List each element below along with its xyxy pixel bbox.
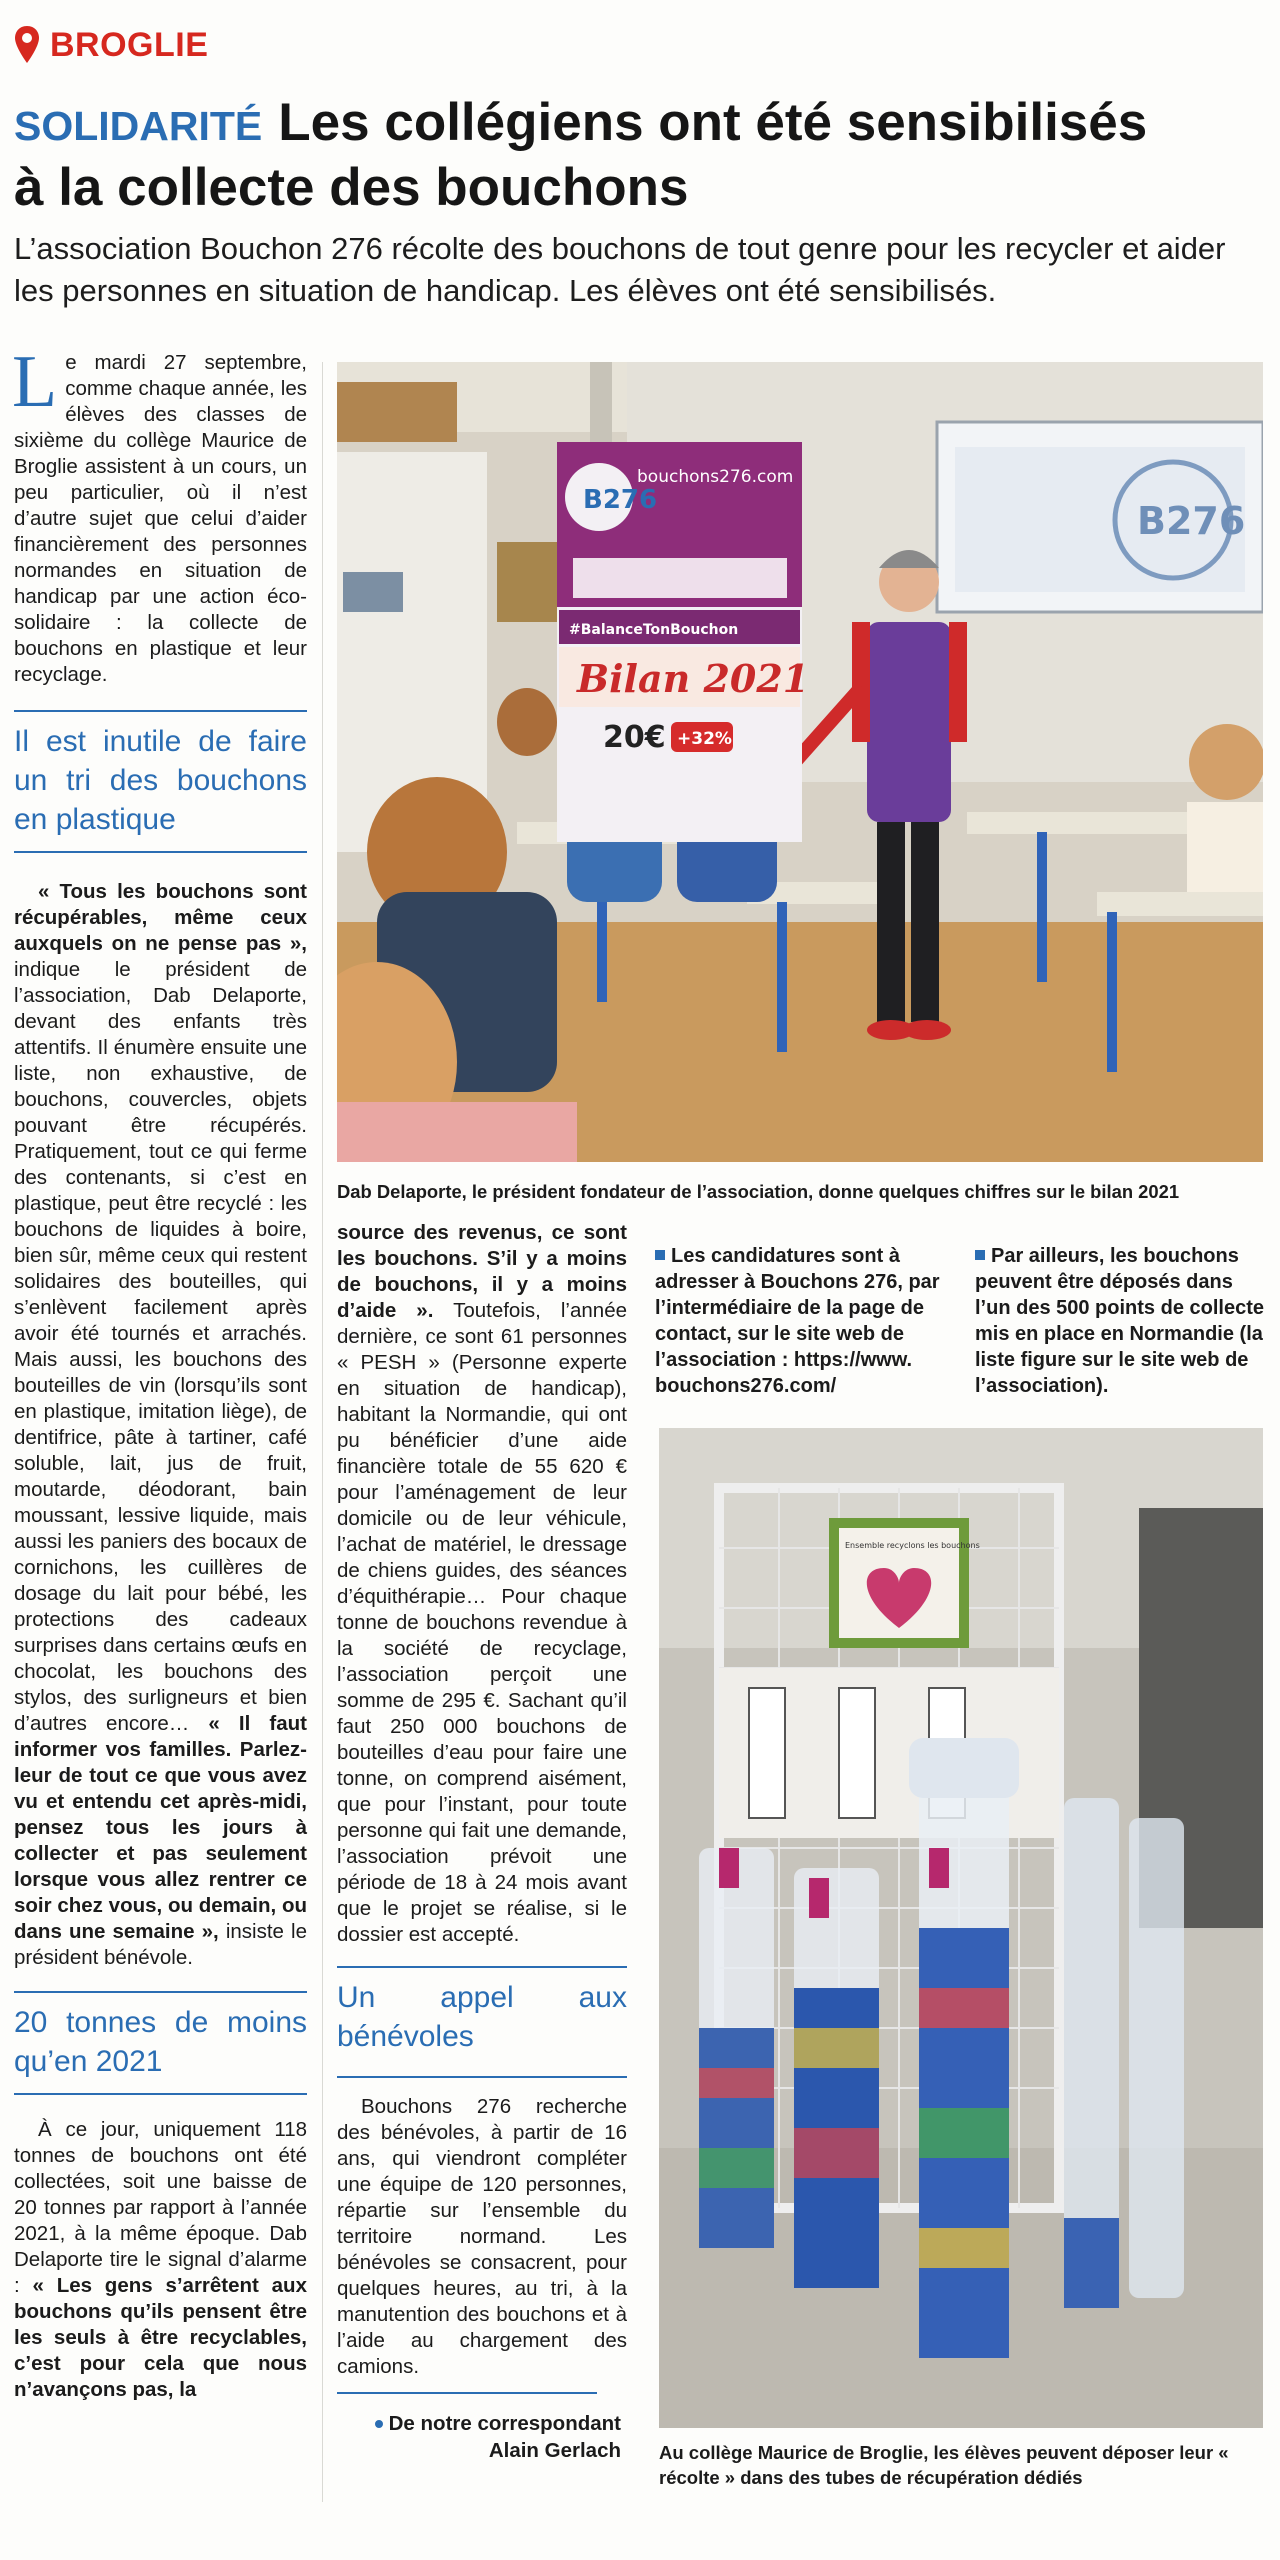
body-text-3: À ce jour, uniquement 118 tonnes de bouchons ont été collectées, soit une baisse de 20 tonnes par rapport à l’année 2021, à la même époque. Dab Delaporte tire le signal d’alarme : [14, 2118, 307, 2297]
rubric-label: SOLIDARITÉ [14, 103, 263, 149]
location-bar [14, 22, 208, 68]
banner-hashtag: #BalanceTonBouchon [569, 622, 739, 638]
lead-text: e mardi 27 septembre, comme chaque année, les élèves des classes de sixième du collège Maurice de Broglie assistent à un cours, un peu particulier, où il n’est d’autre sujet que celui d’aider financièrement des personnes normandes en situation de handicap par une action éco-solidaire : la collecte de bouchons en plastique et leur recyclage. [14, 351, 307, 686]
body-text-4: Toutefois, l’année dernière, ce sont 61 personnes « PESH » (Personne experte en situation de handicap), habitant la Normandie, qui ont pu bénéficier d’une aide financière totale de 55 620 € pour l’aménagement de leur domicile ou de leur véhicule, l’achat de matériel, le dressage de chiens guides, des séances d’équithérapie… Pour chaque tonne de bouchons revendue à la société de recyclage, l’association perçoit une somme de 295 €. Sachant qu’il faut 250 000 bouchons de bouteilles d’eau pour faire une tonne, on comprend aisément, que pour l’instant, pour toute personne qui fait une demande, l’association prévoit une période de 18 à 24 mois avant que le projet se réalise, si le dossier est accepté. [337, 1299, 627, 1946]
location-city: BROGLIE [50, 25, 209, 64]
tubes-sign-text: Ensemble recyclons les bouchons [845, 1541, 980, 1550]
banner-url: bouchons276.com [637, 467, 794, 487]
intertitle-3: Un appel aux bénévoles [337, 1981, 627, 2053]
quote-3: « Les gens s’arrêtent aux bouchons qu’ils pensent être les seuls à être recyclables, c’est pour cela que nous n’avançons pas, la [14, 2274, 307, 2401]
bullet-square-icon [375, 2420, 383, 2428]
intertitle-2: 20 tonnes de moins qu’en 2021 [14, 2006, 307, 2078]
banner-amount: 20€ [603, 720, 666, 755]
info-box-1 [655, 1243, 940, 1399]
intertitle-block-3 [337, 1966, 627, 2056]
signature [337, 2410, 627, 2464]
article-column-1 [12, 341, 307, 2403]
body-paragraph-3 [14, 2117, 307, 2403]
body-paragraph-2 [14, 879, 307, 1971]
body-paragraph-4 [337, 1220, 627, 1948]
article-column-2 [337, 1220, 627, 2464]
classroom-photo [337, 362, 1263, 1162]
signature-line1: De notre correspondant [388, 2412, 621, 2435]
standfirst: L’association Bouchon 276 récolte des bouchons de tout genre pour les recycler et aider les personnes en situation de handicap. Les élèves ont été sensibilisés. [14, 231, 1226, 308]
body-paragraph-5: Bouchons 276 recherche des bénévoles, à partir de 16 ans, qui viendront compléter une équipe de 120 personnes, répartie sur l’ensemble du territoire normand. Les bénévoles se consacrent, pour quelques heures, au tri, à la manutention des bouchons et à l’aide au chargement des camions. [337, 2095, 627, 2378]
headline [14, 92, 1264, 219]
column-divider [322, 362, 323, 2502]
photo2-caption: Au collège Maurice de Broglie, les élèves peuvent déposer leur « récolte » dans des tubes de récupération dédiés [659, 2442, 1229, 2488]
signature-rule [337, 2392, 597, 2394]
intertitle-1: Il est inutile de faire un tri des bouchons en plastique [14, 725, 307, 836]
headline-line2: à la collecte des bouchons [14, 158, 689, 217]
intertitle-block-2 [14, 1991, 307, 2095]
intertitle-3-rule [337, 2076, 627, 2078]
info-box-2-text: Par ailleurs, les bouchons peuvent être déposés dans l’un des 500 points de collecte mis en place en Normandie (la liste figure sur le site web de l’association). [975, 1245, 1264, 1397]
screen-logo: B276 [1137, 499, 1246, 543]
drop-cap: L [12, 341, 58, 423]
bullet-square-icon [975, 1250, 985, 1260]
tubes-illustration [659, 1428, 1263, 2428]
quote-3-end: source des revenus, ce sont les bouchons. S’il y a moins de bouchons, il y a moins d’aide ». [337, 1221, 627, 1322]
body-text-2-end: insiste le président bénévole. [14, 1920, 307, 1969]
banner-logo: B276 [583, 485, 658, 515]
headline-line1: Les collégiens ont été sensibilisés [278, 93, 1148, 152]
banner-percent: +32% [677, 729, 732, 749]
map-pin-icon [14, 25, 40, 65]
body-text-2: indique le président de l’association, Dab Delaporte, devant des enfants très attentifs. Il énumère ensuite une liste, non exhaustive, de bouchons, couvercles, objets pouvant être récupérés. Pratiquement, tout ce qui ferme des contenants, si c’est en plastique, peut être recyclé : les bouchons de liquides à boire, bien sûr, même ceux qui restent solidaires des bouteilles, qui s’enlèvent facilement après avoir été tournés et arrachés. Mais aussi, les bouchons des bouteilles de vin (lorsqu’ils sont en plastique, imitation liège), de dentifrice, pâte à tartiner, café soluble, lait, jus de fruit, moutarde, déodorant, bain moussant, lessive liquide, mais aussi les paniers des bocaux de cornichons, les cuillères de dosage du lait pour bébé, les protections des cadeaux surprises dans certains œufs en chocolat, les bouchons des stylos, des surligneurs et bien d’autres encore… [14, 958, 307, 1735]
classroom-illustration [337, 362, 1263, 1162]
quote-1: « Tous les bouchons sont récupérables, même ceux auxquels on ne pense pas », [14, 880, 307, 955]
info-box-2 [975, 1243, 1265, 1399]
lead-paragraph [12, 341, 307, 688]
signature-line2: Alain Gerlach [488, 2439, 621, 2462]
bullet-square-icon [655, 1250, 665, 1260]
quote-2: « Il faut informer vos familles. Parlez-leur de tout ce que vous avez vu et entendu cet après-midi, pensez tous les jours à collecter et pas seulement lorsque vous allez rentrer ce soir chez vous, ou demain, ou dans une semaine », [14, 1712, 307, 1943]
photo1-caption: Dab Delaporte, le président fondateur de l’association, donne quelques chiffres sur le bilan 2021 [337, 1181, 1180, 1202]
collection-tubes-photo [659, 1428, 1263, 2428]
info-box-1-text: Les candidatures sont à adresser à Bouchons 276, par l’intermédiaire de la page de contact, sur le site web de l’association : https://www. bouchons276.com/ [655, 1245, 940, 1397]
banner-bilan: Bilan 2021 [577, 656, 810, 701]
intertitle-block-1 [14, 710, 307, 853]
